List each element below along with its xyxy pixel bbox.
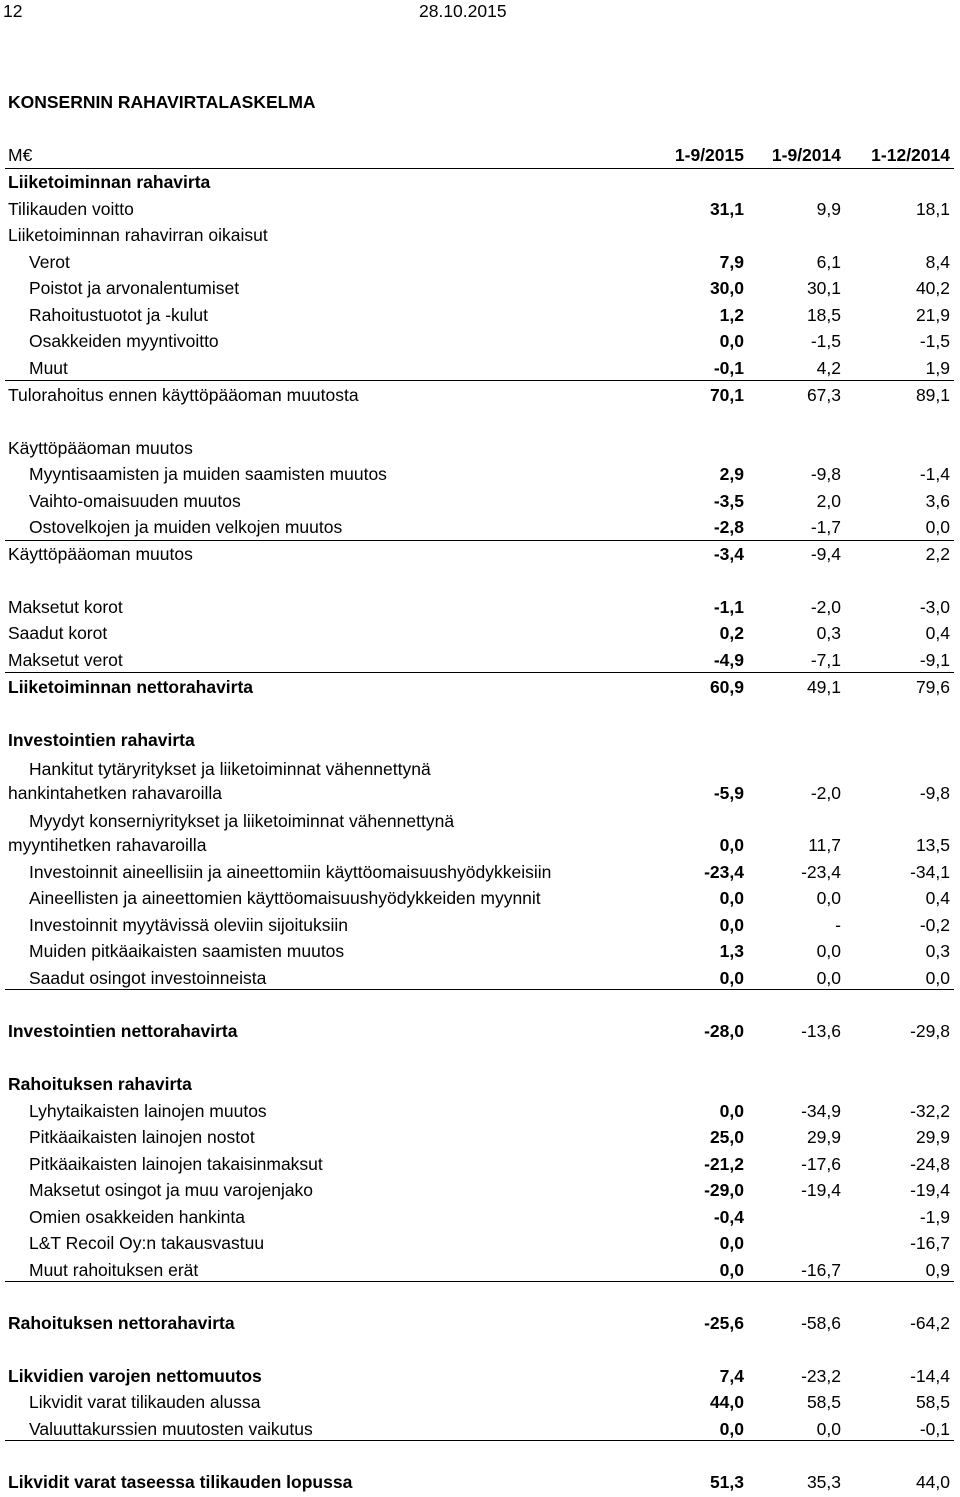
row-label: Likvidit varat taseessa tilikauden lopussa (8, 1472, 353, 1492)
value-1-9-2015: 2,9 (719, 464, 744, 484)
value-1-12-2014: -1,5 (919, 331, 950, 351)
row-label: Vaihto-omaisuuden muutos (29, 491, 241, 511)
value-1-12-2014: 58,5 (915, 1392, 950, 1412)
value-1-12-2014: -34,1 (910, 862, 950, 882)
value-1-9-2015: 0,0 (719, 835, 744, 855)
row-label: Maksetut osingot ja muu varojenjako (29, 1180, 314, 1200)
value-1-9-2014: 2,0 (816, 491, 841, 511)
value-1-9-2015: 7,9 (719, 252, 744, 272)
value-1-9-2015: 60,9 (709, 677, 744, 697)
value-1-9-2014: -9,8 (810, 464, 841, 484)
value-1-9-2015: 70,1 (709, 385, 744, 405)
value-1-9-2015: -2,8 (713, 517, 744, 537)
value-1-12-2014: 13,5 (915, 835, 950, 855)
page-number: 12 (3, 1, 23, 21)
value-1-9-2014: -1,7 (810, 517, 841, 537)
value-1-9-2014: 0,0 (816, 888, 841, 908)
value-1-12-2014: -64,2 (910, 1313, 950, 1333)
value-1-9-2015: -28,0 (704, 1021, 744, 1041)
row-label: Aineellisten ja aineettomien käyttöomaisuushyödykkeiden myynnit (29, 888, 541, 908)
value-1-9-2014: -17,6 (801, 1154, 841, 1174)
value-1-9-2015: 0,0 (719, 1233, 744, 1253)
value-1-9-2015: -21,2 (704, 1154, 744, 1174)
value-1-9-2015: 0,0 (719, 915, 744, 935)
value-1-12-2014: -29,8 (910, 1021, 950, 1041)
row-label: Investoinnit myytävissä oleviin sijoituksiin (29, 915, 349, 935)
value-1-12-2014: -24,8 (910, 1154, 950, 1174)
value-1-12-2014: 89,1 (915, 385, 950, 405)
value-1-12-2014: 0,0 (925, 517, 950, 537)
value-1-12-2014: 2,2 (925, 544, 950, 564)
value-1-9-2014: -2,0 (810, 783, 841, 803)
value-1-9-2015: -4,9 (713, 650, 744, 670)
value-1-12-2014: 18,1 (915, 199, 950, 219)
value-1-12-2014: 44,0 (915, 1472, 950, 1492)
value-1-12-2014: -16,7 (910, 1233, 950, 1253)
row-label: M€ (8, 145, 33, 165)
table-rule (5, 1440, 954, 1441)
report-date: 28.10.2015 (419, 1, 507, 21)
row-label: Rahoitustuotot ja -kulut (29, 305, 208, 325)
value-1-9-2014: 30,1 (806, 278, 841, 298)
value-1-9-2015: 0,0 (719, 888, 744, 908)
row-label: Liiketoiminnan rahavirta (8, 172, 211, 192)
row-label: Poistot ja arvonalentumiset (29, 278, 240, 298)
row-label: Lyhytaikaisten lainojen muutos (29, 1101, 267, 1121)
value-1-9-2014: -19,4 (801, 1180, 841, 1200)
row-label: Saadut korot (8, 623, 108, 643)
row-label: Liiketoiminnan nettorahavirta (8, 677, 254, 697)
value-1-9-2014: -23,4 (801, 862, 841, 882)
row-label: Käyttöpääoman muutos (8, 544, 193, 564)
value-1-9-2014: -1,5 (810, 331, 841, 351)
row-label: Tulorahoitus ennen käyttöpääoman muutosta (8, 385, 359, 405)
value-1-9-2015: 1,3 (719, 941, 744, 961)
value-1-9-2015: 25,0 (709, 1127, 744, 1147)
row-label: Valuuttakurssien muutosten vaikutus (29, 1419, 313, 1439)
value-1-9-2015: -0,4 (713, 1207, 744, 1227)
row-label: Tilikauden voitto (8, 199, 134, 219)
value-1-12-2014: 21,9 (915, 305, 950, 325)
value-1-12-2014: 0,4 (925, 888, 950, 908)
value-1-9-2014: 0,0 (816, 1419, 841, 1439)
row-label-continued: hankintahetken rahavaroilla (8, 783, 223, 803)
value-1-12-2014: 29,9 (915, 1127, 950, 1147)
page-header (0, 0, 960, 26)
value-1-9-2014: 35,3 (806, 1472, 841, 1492)
value-1-9-2015: 0,0 (719, 968, 744, 988)
row-label: Käyttöpääoman muutos (8, 438, 193, 458)
value-1-9-2014: -23,2 (801, 1366, 841, 1386)
value-1-12-2014: -0,1 (919, 1419, 950, 1439)
value-1-12-2014: -3,0 (919, 597, 950, 617)
row-label: Pitkäaikaisten lainojen takaisinmaksut (29, 1154, 323, 1174)
row-label: Myyntisaamisten ja muiden saamisten muutos (29, 464, 387, 484)
value-1-9-2015: 7,4 (719, 1366, 744, 1386)
value-1-12-2014: 8,4 (925, 252, 950, 272)
value-1-9-2014: -13,6 (801, 1021, 841, 1041)
value-1-9-2015: 0,2 (719, 623, 744, 643)
value-1-9-2014: 1-9/2014 (771, 145, 841, 165)
value-1-12-2014: -32,2 (910, 1101, 950, 1121)
row-label: Pitkäaikaisten lainojen nostot (29, 1127, 255, 1147)
value-1-9-2014: 0,0 (816, 941, 841, 961)
value-1-9-2014: 11,7 (808, 835, 841, 855)
value-1-12-2014: 0,4 (925, 623, 950, 643)
value-1-12-2014: 0,3 (925, 941, 950, 961)
value-1-9-2014: 0,3 (816, 623, 841, 643)
value-1-9-2014: -2,0 (810, 597, 841, 617)
value-1-9-2014: 58,5 (806, 1392, 841, 1412)
value-1-12-2014: -9,8 (919, 783, 950, 803)
value-1-12-2014: -1,4 (919, 464, 950, 484)
value-1-9-2015: 44,0 (709, 1392, 744, 1412)
value-1-9-2014: - (835, 915, 841, 935)
row-label: Maksetut verot (8, 650, 123, 670)
table-rule (5, 989, 954, 990)
row-label: Muiden pitkäaikaisten saamisten muutos (29, 941, 345, 961)
value-1-12-2014: 3,6 (925, 491, 950, 511)
table-rule (5, 1281, 954, 1282)
value-1-9-2014: -7,1 (810, 650, 841, 670)
table-rule (5, 168, 954, 169)
value-1-12-2014: -14,4 (910, 1366, 950, 1386)
value-1-9-2014: 9,9 (816, 199, 841, 219)
row-label-continued: myyntihetken rahavaroilla (8, 835, 207, 855)
value-1-9-2015: -1,1 (713, 597, 744, 617)
value-1-9-2014: 4,2 (816, 358, 841, 378)
row-label: Maksetut korot (8, 597, 123, 617)
row-label: Investointien rahavirta (8, 730, 195, 750)
value-1-9-2014: 6,1 (816, 252, 841, 272)
value-1-9-2015: 51,3 (709, 1472, 744, 1492)
value-1-12-2014: 0,9 (925, 1260, 950, 1280)
row-label: Muut rahoituksen erät (29, 1260, 199, 1280)
value-1-12-2014: -0,2 (919, 915, 950, 935)
value-1-9-2015: -25,6 (704, 1313, 744, 1333)
row-label: Rahoituksen nettorahavirta (8, 1313, 235, 1333)
value-1-9-2015: 1-9/2015 (674, 145, 744, 165)
row-label: Ostovelkojen ja muiden velkojen muutos (29, 517, 343, 537)
value-1-9-2014: 67,3 (806, 385, 841, 405)
value-1-9-2015: -3,4 (713, 544, 744, 564)
value-1-9-2015: 0,0 (719, 331, 744, 351)
value-1-12-2014: 79,6 (915, 677, 950, 697)
value-1-9-2015: 31,1 (709, 199, 744, 219)
value-1-9-2014: 0,0 (816, 968, 841, 988)
value-1-12-2014: -19,4 (910, 1180, 950, 1200)
value-1-9-2014: 49,1 (806, 677, 841, 697)
table-rule (5, 380, 954, 381)
row-label: Myydyt konserniyritykset ja liiketoiminnat vähennettynä (29, 811, 455, 831)
table-rule (5, 540, 954, 541)
table-rule (5, 672, 954, 673)
value-1-9-2015: -5,9 (713, 783, 744, 803)
value-1-12-2014: 40,2 (915, 278, 950, 298)
value-1-9-2014: 18,5 (806, 305, 841, 325)
value-1-9-2015: -23,4 (704, 862, 744, 882)
value-1-9-2014: 29,9 (806, 1127, 841, 1147)
row-label: L&T Recoil Oy:n takausvastuu (29, 1233, 265, 1253)
value-1-9-2015: -3,5 (713, 491, 744, 511)
row-label: Omien osakkeiden hankinta (29, 1207, 245, 1227)
value-1-12-2014: 0,0 (925, 968, 950, 988)
row-label: Likvidien varojen nettomuutos (8, 1366, 262, 1386)
value-1-12-2014: -9,1 (919, 650, 950, 670)
row-label: Verot (29, 252, 70, 272)
row-label: Hankitut tytäryritykset ja liiketoiminnat vähennettynä (29, 759, 431, 779)
row-label: Investoinnit aineellisiin ja aineettomiin käyttöomaisuushyödykkeisiin (29, 862, 552, 882)
value-1-9-2014: -58,6 (801, 1313, 841, 1333)
value-1-9-2015: -29,0 (704, 1180, 744, 1200)
row-label: Likvidit varat tilikauden alussa (29, 1392, 261, 1412)
value-1-9-2014: -16,7 (801, 1260, 841, 1280)
value-1-9-2014: -9,4 (810, 544, 841, 564)
value-1-9-2014: -34,9 (801, 1101, 841, 1121)
value-1-9-2015: 0,0 (719, 1260, 744, 1280)
row-label: Rahoituksen rahavirta (8, 1074, 192, 1094)
row-label: Muut (29, 358, 68, 378)
value-1-9-2015: -0,1 (713, 358, 744, 378)
row-label: Saadut osingot investoinneista (29, 968, 267, 988)
value-1-9-2015: 0,0 (719, 1101, 744, 1121)
report-title: KONSERNIN RAHAVIRTALASKELMA (8, 92, 316, 112)
value-1-9-2015: 30,0 (709, 278, 744, 298)
value-1-12-2014: 1,9 (925, 358, 950, 378)
row-label: Liiketoiminnan rahavirran oikaisut (8, 225, 268, 245)
value-1-9-2015: 0,0 (719, 1419, 744, 1439)
row-label: Investointien nettorahavirta (8, 1021, 238, 1041)
row-label: Osakkeiden myyntivoitto (29, 331, 219, 351)
value-1-12-2014: -1,9 (919, 1207, 950, 1227)
value-1-12-2014: 1-12/2014 (871, 145, 950, 165)
value-1-9-2015: 1,2 (719, 305, 744, 325)
